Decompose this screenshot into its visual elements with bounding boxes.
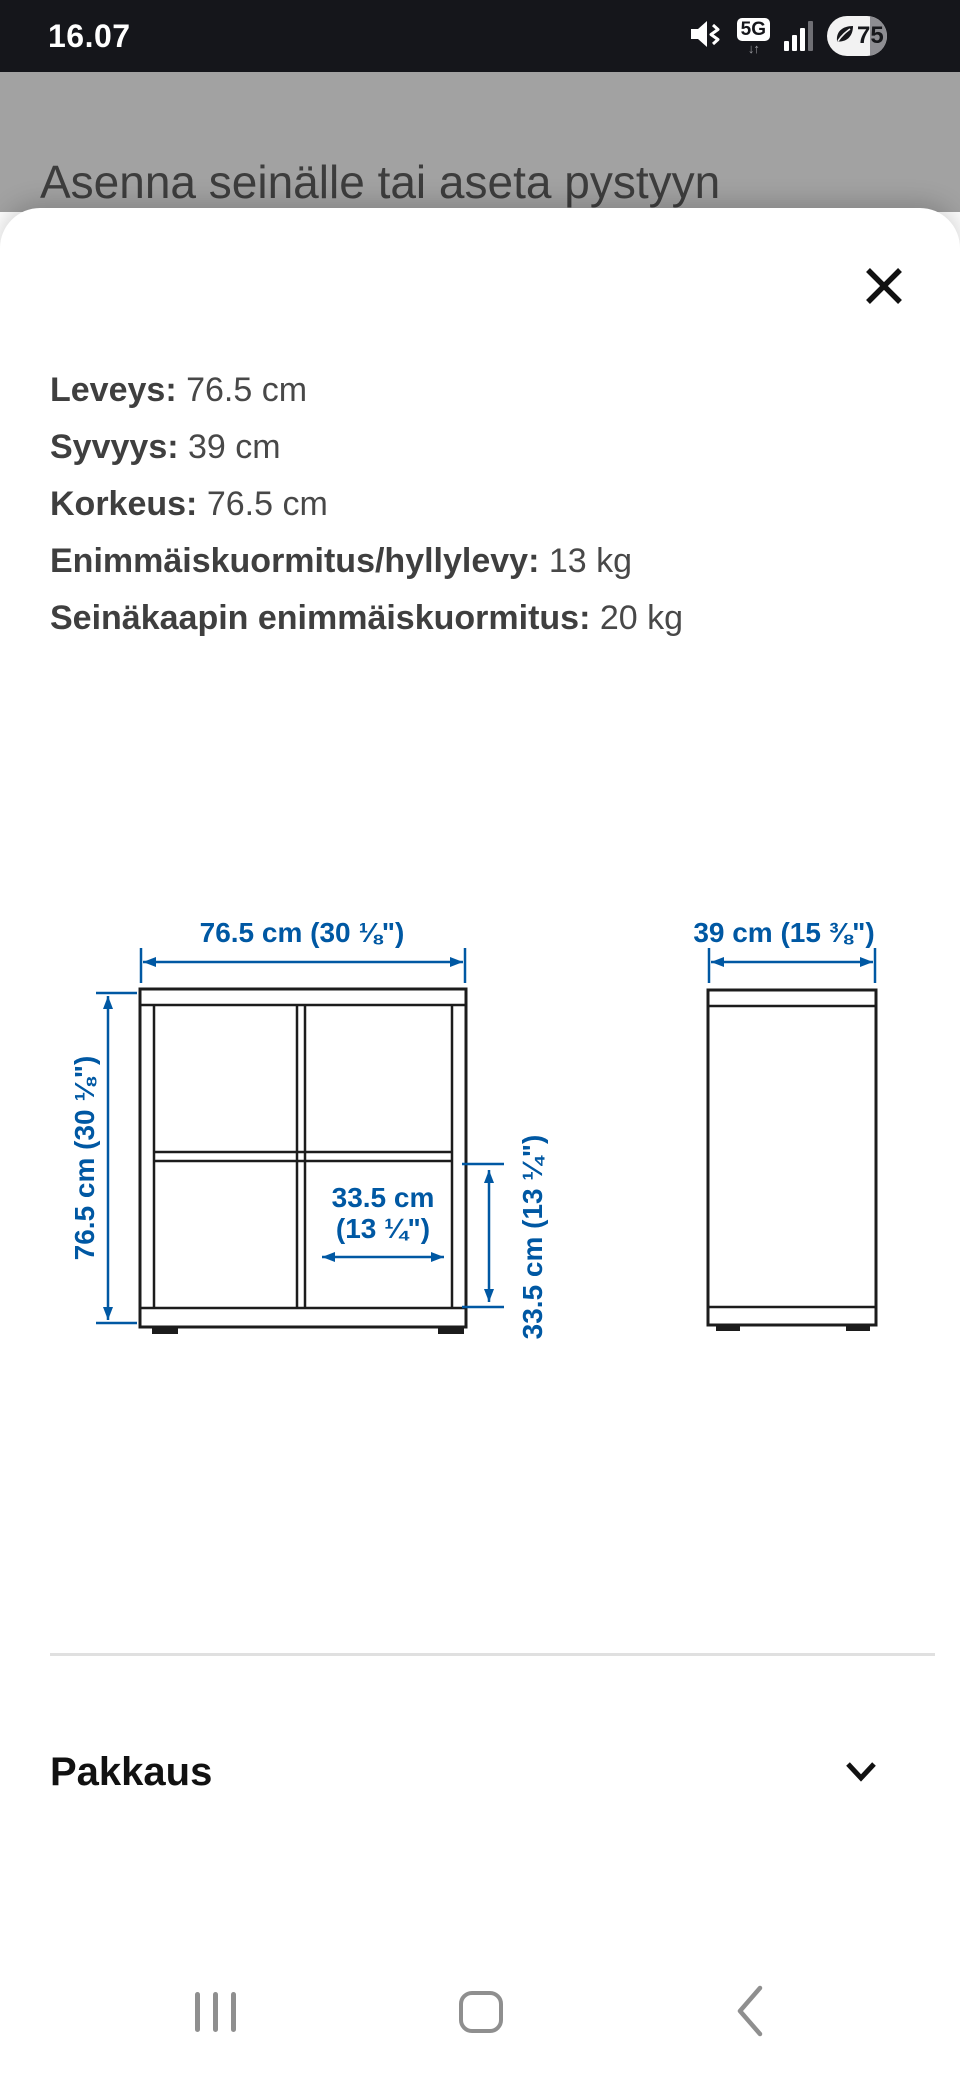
spec-row-width: Leveys: 76.5 cm <box>50 371 308 409</box>
front-height-label: 76.5 cm (30 ⅛") <box>69 1055 100 1261</box>
side-depth-dimension <box>693 917 875 983</box>
home-button[interactable] <box>447 1980 515 2044</box>
android-navigation-bar <box>0 1930 960 2080</box>
measurements-bottom-sheet <box>0 208 960 2080</box>
recents-icon <box>195 1992 200 2032</box>
clock: 16.07 <box>48 17 131 54</box>
close-button[interactable] <box>856 258 912 314</box>
battery-percent: 75 <box>857 22 884 49</box>
status-icons <box>687 16 887 57</box>
chevron-down-icon <box>845 1760 912 1785</box>
signal-strength-icon <box>784 21 813 51</box>
cell-height-dimension <box>462 1135 548 1340</box>
mute-vibrate-icon <box>687 16 723 57</box>
cell-width-label-line2: (13 ¼") <box>335 1213 431 1244</box>
recent-apps-button[interactable] <box>183 1980 248 2044</box>
cell-height-label: 33.5 cm (13 ¼") <box>517 1134 548 1340</box>
packaging-section-label: Pakkaus <box>50 1749 213 1794</box>
5g-network-icon: 5G ↓↑ <box>737 18 770 55</box>
spec-row-height: Korkeus: 76.5 cm <box>50 485 328 523</box>
back-button[interactable] <box>726 1978 774 2046</box>
spec-row-depth: Syvyys: 39 cm <box>50 428 281 466</box>
background-page-heading: Asenna seinälle tai aseta pystyyn <box>40 156 721 208</box>
spec-row-max-load-shelf: Enimmäiskuormitus/hyllylevy: 13 kg <box>50 542 633 580</box>
battery-icon <box>827 16 887 56</box>
status-bar <box>0 0 960 72</box>
front-width-dimension <box>141 917 465 983</box>
power-saving-leaf-icon <box>834 23 856 50</box>
product-dimension-diagram <box>0 880 960 1350</box>
front-height-dimension <box>69 993 137 1323</box>
side-view-drawing <box>708 990 876 1331</box>
back-chevron-icon <box>737 1985 763 2040</box>
side-depth-label: 39 cm (15 ⅜") <box>693 917 875 948</box>
front-width-label: 76.5 cm (30 ⅛") <box>199 917 405 948</box>
close-icon <box>865 267 903 305</box>
spec-row-max-load-wall: Seinäkaapin enimmäiskuormitus: 20 kg <box>50 599 684 637</box>
modal-scrim[interactable] <box>0 72 960 212</box>
dimension-spec-list <box>50 362 930 647</box>
home-icon <box>459 1991 503 2033</box>
section-divider <box>50 1653 935 1656</box>
cell-width-dimension <box>322 1182 444 1257</box>
packaging-section-toggle[interactable] <box>50 1742 912 1802</box>
front-view-drawing <box>140 989 466 1334</box>
cell-width-label-line1: 33.5 cm <box>331 1182 435 1213</box>
